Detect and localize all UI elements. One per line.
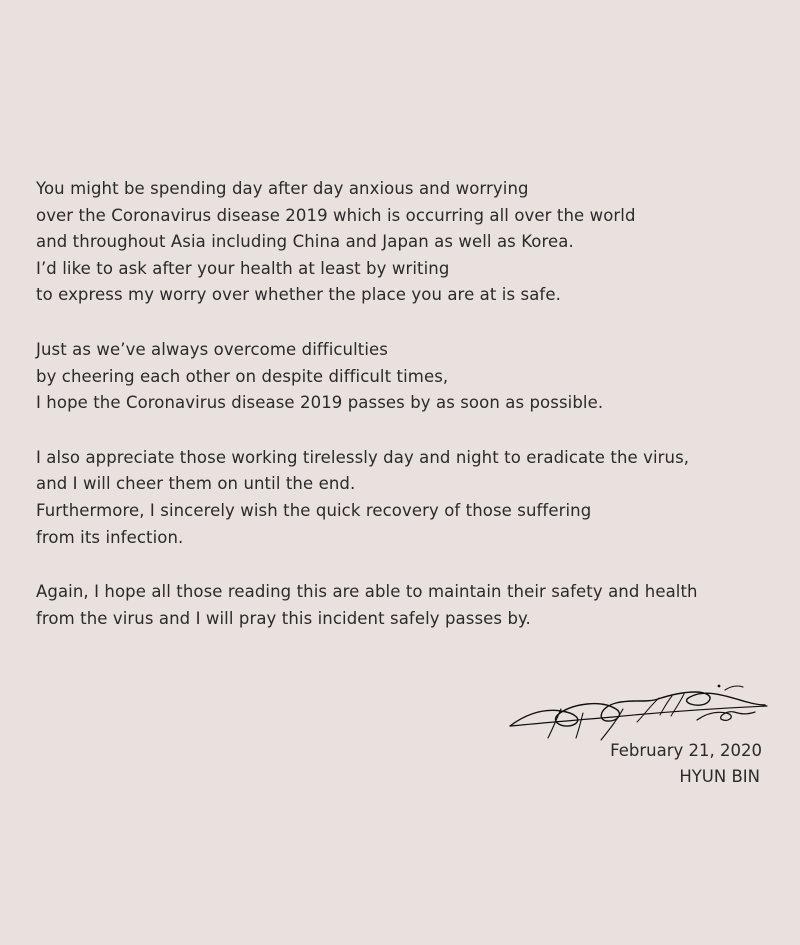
paragraph-1 [36, 176, 766, 309]
letter-date: February 21, 2020 [610, 741, 762, 760]
letter-line: Just as we’ve always overcome difficulties [36, 339, 388, 359]
paragraph-2 [36, 337, 766, 417]
letter-line: and I will cheer them on until the end. [36, 474, 356, 494]
letter-line: over the Coronavirus disease 2019 which is occurring all over the world [36, 205, 636, 225]
letter-line: I also appreciate those working tirelessly day and night to eradicate the virus, [36, 447, 690, 467]
paragraph-3 [36, 445, 766, 551]
letter-body [36, 176, 766, 660]
letter-line: by cheering each other on despite difficult times, [36, 366, 449, 386]
signature-block [505, 678, 770, 818]
letter-line: I’d like to ask after your health at least by writing [36, 258, 450, 278]
letter-line: and throughout Asia including China and Japan as well as Korea. [36, 232, 574, 252]
paragraph-4 [36, 579, 766, 632]
letter-line: Again, I hope all those reading this are able to maintain their safety and health [36, 582, 698, 602]
letter-line: from the virus and I will pray this incident safely passes by. [36, 608, 531, 628]
signer-name: HYUN BIN [679, 767, 760, 786]
letter-line: from its infection. [36, 527, 184, 547]
letter-line: I hope the Coronavirus disease 2019 passes by as soon as possible. [36, 393, 604, 413]
letter-line: Furthermore, I sincerely wish the quick recovery of those suffering [36, 500, 592, 520]
letter-line: You might be spending day after day anxious and worrying [36, 179, 529, 198]
letter-line: to express my worry over whether the place you are at is safe. [36, 285, 561, 305]
